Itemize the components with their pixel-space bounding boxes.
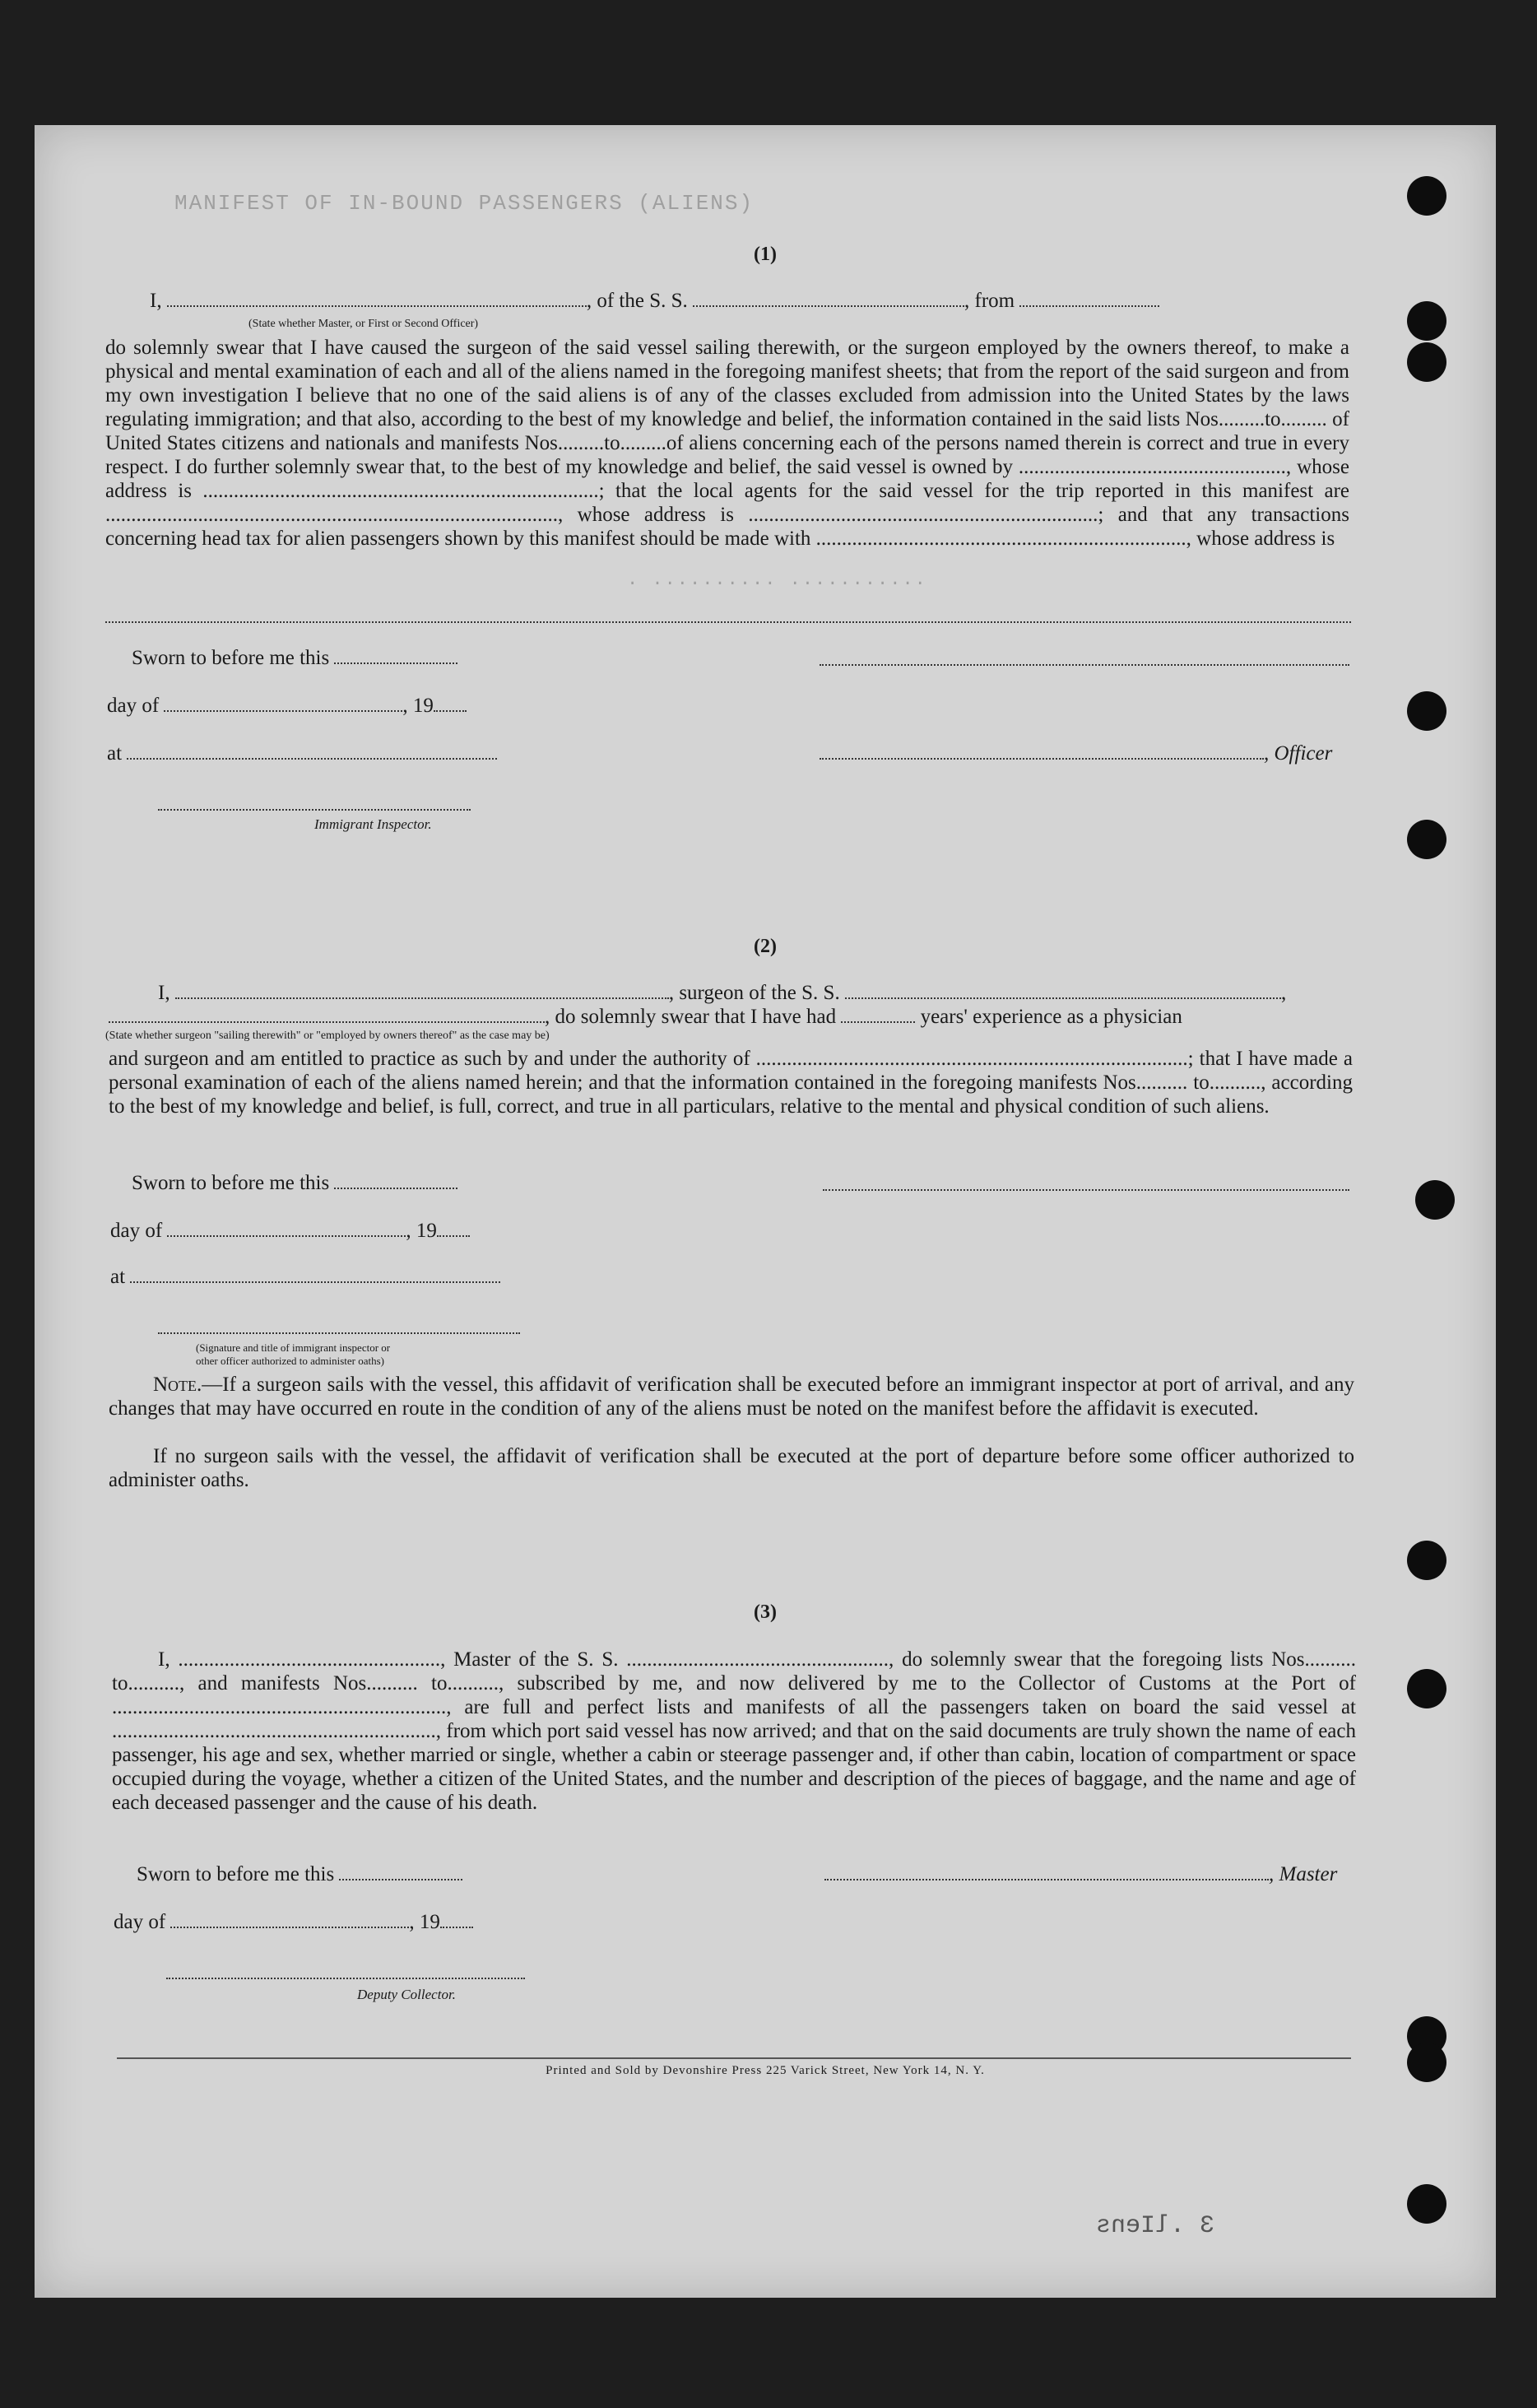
binder-hole: [1407, 176, 1446, 216]
surgeon-caption: (State whether surgeon "sailing therewith" or "employed by owners thereof" as the case may be): [105, 1030, 550, 1042]
day-of-line: day of , 19: [110, 1220, 470, 1243]
sworn-line: Sworn to before me this: [132, 647, 457, 670]
section-2-line-1: I, , surgeon of the S. S. ,: [158, 982, 1287, 1004]
master-label: , Master: [824, 1863, 1337, 1886]
bleed-through-text: . .......... ...........: [627, 569, 927, 590]
footer-rule: [117, 2057, 1351, 2059]
note-paragraph-2: If no surgeon sails with the vessel, the affidavit of verification shall be executed at the port of departure before some officer authorized to administer oaths.: [109, 1445, 1354, 1491]
surgeon-signature-line: [823, 1188, 1349, 1191]
section-3-paragraph: I, ..................................................., Master of the S. S. ..................................................., do solemnly swear that the foregoing lists Nos.......... to.........., and manifests Nos.......... to.........., subscribed by me, and now delivered by me to the Collector of Customs at the Port of ................................................................., are full and perfect lists and manifests of all the passengers taken on board the said vessel at ..............................................................., from which port said vessel has now arrived; and that on the said documents are truly shown the name of each passenger, his age and sex, whether married or single, whether a cabin or steerage passenger and, if other than cabin, location of compartment or space occupied during the voyage, whether a citizen of the United States, and the number and description of the pieces of baggage, and the name and age of each deceased passenger and the cause of his death.: [112, 1648, 1356, 1814]
collector-signature-line: [166, 1977, 525, 1979]
inspector-signature-line: [158, 808, 471, 811]
note-paragraph: Note.—If a surgeon sails with the vessel, this affidavit of verification shall be executed before an immigrant inspector at port of arrival, and any changes that may have occurred en route in the condition of any of the aliens must be noted on the manifest before the affidavit is executed.: [109, 1374, 1354, 1420]
at-line: at: [107, 742, 497, 765]
printer-footer: Printed and Sold by Devonshire Press 225 Varick Street, New York 14, N. Y.: [546, 2064, 985, 2077]
collector-caption: Deputy Collector.: [357, 1987, 456, 2002]
binder-hole: [1407, 1669, 1446, 1708]
sworn-line: Sworn to before me this: [132, 1172, 457, 1195]
day-of-line: day of , 19: [107, 695, 467, 718]
section-3-heading: (3): [754, 1601, 777, 1623]
signature-caption: (Signature and title of immigrant inspector or: [196, 1341, 391, 1354]
officer-caption: (State whether Master, or First or Second Officer): [248, 318, 479, 330]
section-1-heading: (1): [754, 244, 777, 265]
binder-hole: [1407, 342, 1446, 382]
binder-hole: [1407, 301, 1446, 341]
binder-hole: [1407, 2043, 1446, 2082]
section-1-paragraph: do solemnly swear that I have caused the surgeon of the said vessel sailing therewith, or the surgeon employed by the owners thereof, to make a physical and mental examination of each and all of the aliens named in the foregoing manifest sheets; that from the report of the said surgeon and from my own investigation I believe that no one of the said aliens is of any of the classes excluded from admission into the United States by the laws regulating immigration; and that also, according to the best of my knowledge and belief, the information contained in the said lists Nos.........to......... of United States citizens and nationals and manifests Nos.........to.........of aliens concerning each of the persons named therein is correct and true in every respect. I do further solemnly swear that, to the best of my knowledge and belief, the said vessel is owned by ...................................................., whose address is .............................................................................; that the local agents for the said vessel for the trip reported in this manifest are ........................................................................................, whose address is ....................................................................; and that any transactions concerning head tax for alien passengers shown by this manifest should be made with ........................................................................, whose address is: [105, 337, 1349, 550]
margin-stamp: 3 .lIens: [1096, 2212, 1215, 2240]
officer-signature-line: [820, 663, 1349, 666]
section-2-line-2: , do solemnly swear that I have had years' experience as a physician: [109, 1006, 1182, 1029]
officer-signature-line: [158, 1332, 520, 1334]
section-2-heading: (2): [754, 936, 777, 957]
bleed-through-text: MANIFEST OF IN-BOUND PASSENGERS (ALIENS): [174, 191, 755, 216]
officer-label: , Officer: [820, 742, 1332, 765]
signature-caption: other officer authorized to administer oaths): [196, 1355, 384, 1367]
binder-hole: [1407, 1541, 1446, 1580]
at-line: at: [110, 1266, 500, 1289]
inspector-caption: Immigrant Inspector.: [314, 816, 432, 832]
address-line: [105, 621, 1351, 623]
manifest-page: [35, 125, 1496, 2298]
binder-hole: [1415, 1180, 1455, 1220]
binder-hole: [1407, 691, 1446, 731]
section-1-line-1: I, , of the S. S. , from: [150, 290, 1159, 313]
binder-hole: [1407, 820, 1446, 859]
section-2-paragraph: and surgeon and am entitled to practice as such by and under the authority of ....................................................................................; that I have made a personal examination of each of the aliens named herein; and that the information contained in the foregoing manifests Nos.......... to.........., according to the best of my knowledge and belief, is full, correct, and true in all particulars, relative to the mental and physical condition of such aliens.: [109, 1048, 1353, 1118]
binder-hole: [1407, 2184, 1446, 2224]
sworn-line: Sworn to before me this: [137, 1863, 462, 1886]
day-of-line: day of , 19: [114, 1911, 473, 1934]
